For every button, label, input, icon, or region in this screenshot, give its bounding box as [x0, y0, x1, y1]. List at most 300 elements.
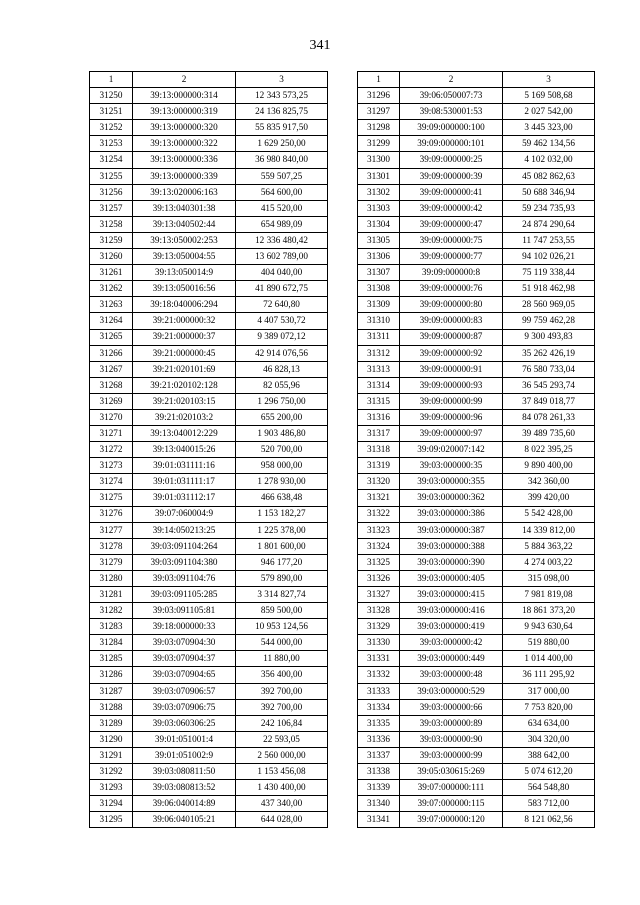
cadastral-number-cell: 39:03:000000:449 — [400, 651, 503, 667]
cadastral-number-cell: 39:09:000000:80 — [400, 297, 503, 313]
value-cell: 36 980 840,00 — [236, 152, 328, 168]
cadastral-number-cell: 39:03:070906:57 — [133, 683, 236, 699]
table-row — [90, 329, 328, 345]
table-row — [90, 747, 328, 763]
value-cell: 9 890 400,00 — [503, 458, 595, 474]
value-cell: 11 747 253,55 — [503, 232, 595, 248]
table-row — [90, 570, 328, 586]
table-row — [358, 120, 595, 136]
row-number-cell: 31263 — [90, 297, 133, 313]
header-row — [90, 72, 328, 88]
value-cell: 11 880,00 — [236, 651, 328, 667]
cadastral-number-cell: 39:01:031112:17 — [133, 490, 236, 506]
table-row — [90, 345, 328, 361]
row-number-cell: 31336 — [358, 731, 400, 747]
value-cell: 10 953 124,56 — [236, 619, 328, 635]
table-row — [90, 458, 328, 474]
left-table — [89, 71, 328, 828]
cadastral-number-cell: 39:03:060306:25 — [133, 715, 236, 731]
cadastral-number-cell: 39:21:000000:32 — [133, 313, 236, 329]
table-row — [358, 715, 595, 731]
table-row — [90, 168, 328, 184]
row-number-cell: 31319 — [358, 458, 400, 474]
row-number-cell: 31325 — [358, 554, 400, 570]
value-cell: 2 560 000,00 — [236, 747, 328, 763]
cadastral-number-cell: 39:03:000000:387 — [400, 522, 503, 538]
table-row — [90, 184, 328, 200]
row-number-cell: 31282 — [90, 603, 133, 619]
value-cell: 946 177,20 — [236, 554, 328, 570]
row-number-cell: 31329 — [358, 619, 400, 635]
table-row — [90, 683, 328, 699]
row-number-cell: 31333 — [358, 683, 400, 699]
value-cell: 2 027 542,00 — [503, 104, 595, 120]
table-row — [90, 216, 328, 232]
cadastral-number-cell: 39:03:000000:99 — [400, 747, 503, 763]
row-number-cell: 31330 — [358, 635, 400, 651]
cadastral-number-cell: 39:21:020101:69 — [133, 361, 236, 377]
cadastral-number-cell: 39:03:000000:529 — [400, 683, 503, 699]
table-row — [90, 587, 328, 603]
row-number-cell: 31279 — [90, 554, 133, 570]
value-cell: 654 989,09 — [236, 216, 328, 232]
table-row — [358, 168, 595, 184]
table-row — [90, 812, 328, 828]
value-cell: 99 759 462,28 — [503, 313, 595, 329]
cadastral-number-cell: 39:21:020103:2 — [133, 409, 236, 425]
cadastral-number-cell: 39:01:051002:9 — [133, 747, 236, 763]
table-row — [358, 764, 595, 780]
table-row — [90, 731, 328, 747]
value-cell: 399 420,00 — [503, 490, 595, 506]
value-cell: 559 507,25 — [236, 168, 328, 184]
table-row — [90, 88, 328, 104]
cadastral-number-cell: 39:13:040012:229 — [133, 426, 236, 442]
value-cell: 7 981 819,08 — [503, 587, 595, 603]
table-row — [90, 281, 328, 297]
value-cell: 1 153 456,08 — [236, 764, 328, 780]
cadastral-number-cell: 39:09:000000:83 — [400, 313, 503, 329]
value-cell: 317 000,00 — [503, 683, 595, 699]
value-cell: 36 545 293,74 — [503, 377, 595, 393]
row-number-cell: 31316 — [358, 409, 400, 425]
row-number-cell: 31299 — [358, 136, 400, 152]
value-cell: 583 712,00 — [503, 796, 595, 812]
table-row — [90, 393, 328, 409]
table-row — [90, 780, 328, 796]
cadastral-number-cell: 39:13:050002:253 — [133, 232, 236, 248]
table-row — [90, 474, 328, 490]
table-row — [358, 249, 595, 265]
row-number-cell: 31295 — [90, 812, 133, 828]
row-number-cell: 31322 — [358, 506, 400, 522]
table-row — [358, 587, 595, 603]
row-number-cell: 31285 — [90, 651, 133, 667]
cadastral-number-cell: 39:03:000000:416 — [400, 603, 503, 619]
value-cell: 94 102 026,21 — [503, 249, 595, 265]
cadastral-number-cell: 39:13:000000:320 — [133, 120, 236, 136]
row-number-cell: 31334 — [358, 699, 400, 715]
table-row — [90, 313, 328, 329]
value-cell: 519 880,00 — [503, 635, 595, 651]
cadastral-number-cell: 39:21:000000:37 — [133, 329, 236, 345]
row-number-cell: 31288 — [90, 699, 133, 715]
table-row — [358, 683, 595, 699]
row-number-cell: 31257 — [90, 200, 133, 216]
table-row — [358, 361, 595, 377]
row-number-cell: 31274 — [90, 474, 133, 490]
cadastral-number-cell: 39:09:000000:8 — [400, 265, 503, 281]
cadastral-number-cell: 39:03:080811:50 — [133, 764, 236, 780]
value-cell: 8 121 062,56 — [503, 812, 595, 828]
table-row — [90, 265, 328, 281]
value-cell: 50 688 346,94 — [503, 184, 595, 200]
row-number-cell: 31335 — [358, 715, 400, 731]
row-number-cell: 31276 — [90, 506, 133, 522]
value-cell: 72 640,80 — [236, 297, 328, 313]
cadastral-number-cell: 39:03:000000:42 — [400, 635, 503, 651]
cadastral-number-cell: 39:09:000000:99 — [400, 393, 503, 409]
row-number-cell: 31320 — [358, 474, 400, 490]
cadastral-number-cell: 39:13:050004:55 — [133, 249, 236, 265]
value-cell: 55 835 917,50 — [236, 120, 328, 136]
value-cell: 437 340,00 — [236, 796, 328, 812]
cadastral-number-cell: 39:13:000000:322 — [133, 136, 236, 152]
row-number-cell: 31286 — [90, 667, 133, 683]
value-cell: 304 320,00 — [503, 731, 595, 747]
cadastral-number-cell: 39:21:020102:128 — [133, 377, 236, 393]
row-number-cell: 31303 — [358, 200, 400, 216]
cadastral-number-cell: 39:03:070904:65 — [133, 667, 236, 683]
table-row — [358, 152, 595, 168]
table-row — [90, 200, 328, 216]
row-number-cell: 31307 — [358, 265, 400, 281]
cadastral-number-cell: 39:07:000000:115 — [400, 796, 503, 812]
value-cell: 3 314 827,74 — [236, 587, 328, 603]
value-cell: 7 753 820,00 — [503, 699, 595, 715]
value-cell: 958 000,00 — [236, 458, 328, 474]
cadastral-number-cell: 39:06:040105:21 — [133, 812, 236, 828]
table-row — [358, 442, 595, 458]
cadastral-number-cell: 39:13:020006:163 — [133, 184, 236, 200]
table-row — [358, 699, 595, 715]
cadastral-number-cell: 39:07:000000:111 — [400, 780, 503, 796]
value-cell: 1 629 250,00 — [236, 136, 328, 152]
row-number-cell: 31298 — [358, 120, 400, 136]
value-cell: 1 225 378,00 — [236, 522, 328, 538]
value-cell: 392 700,00 — [236, 683, 328, 699]
value-cell: 5 884 363,22 — [503, 538, 595, 554]
cadastral-number-cell: 39:09:000000:75 — [400, 232, 503, 248]
row-number-cell: 31292 — [90, 764, 133, 780]
value-cell: 8 022 395,25 — [503, 442, 595, 458]
value-cell: 859 500,00 — [236, 603, 328, 619]
row-number-cell: 31296 — [358, 88, 400, 104]
table-row — [90, 490, 328, 506]
value-cell: 520 700,00 — [236, 442, 328, 458]
value-cell: 28 560 969,05 — [503, 297, 595, 313]
row-number-cell: 31267 — [90, 361, 133, 377]
table-row — [90, 297, 328, 313]
cadastral-number-cell: 39:03:080813:52 — [133, 780, 236, 796]
value-cell: 5 074 612,20 — [503, 764, 595, 780]
row-number-cell: 31306 — [358, 249, 400, 265]
table-row — [358, 313, 595, 329]
cadastral-number-cell: 39:06:050007:73 — [400, 88, 503, 104]
cadastral-number-cell: 39:03:000000:66 — [400, 699, 503, 715]
cadastral-number-cell: 39:03:000000:35 — [400, 458, 503, 474]
row-number-cell: 31255 — [90, 168, 133, 184]
table-row — [358, 409, 595, 425]
cadastral-number-cell: 39:06:040014:89 — [133, 796, 236, 812]
table-row — [358, 490, 595, 506]
table-row — [358, 635, 595, 651]
value-cell: 42 914 076,56 — [236, 345, 328, 361]
table-row — [358, 474, 595, 490]
right-table — [357, 71, 595, 828]
cadastral-number-cell: 39:03:000000:415 — [400, 587, 503, 603]
value-cell: 46 828,13 — [236, 361, 328, 377]
table-row — [358, 200, 595, 216]
row-number-cell: 31315 — [358, 393, 400, 409]
row-number-cell: 31260 — [90, 249, 133, 265]
cadastral-number-cell: 39:07:000000:120 — [400, 812, 503, 828]
row-number-cell: 31271 — [90, 426, 133, 442]
value-cell: 315 098,00 — [503, 570, 595, 586]
cadastral-number-cell: 39:09:000000:96 — [400, 409, 503, 425]
row-number-cell: 31251 — [90, 104, 133, 120]
cadastral-number-cell: 39:03:000000:90 — [400, 731, 503, 747]
value-cell: 24 874 290,64 — [503, 216, 595, 232]
table-row — [358, 426, 595, 442]
row-number-cell: 31273 — [90, 458, 133, 474]
row-number-cell: 31318 — [358, 442, 400, 458]
column-header: 3 — [503, 72, 595, 88]
table-row — [90, 651, 328, 667]
value-cell: 1 278 930,00 — [236, 474, 328, 490]
table-row — [358, 88, 595, 104]
row-number-cell: 31253 — [90, 136, 133, 152]
cadastral-number-cell: 39:13:040301:38 — [133, 200, 236, 216]
cadastral-number-cell: 39:03:000000:362 — [400, 490, 503, 506]
table-row — [90, 426, 328, 442]
row-number-cell: 31265 — [90, 329, 133, 345]
row-number-cell: 31332 — [358, 667, 400, 683]
value-cell: 9 300 493,83 — [503, 329, 595, 345]
row-number-cell: 31278 — [90, 538, 133, 554]
cadastral-number-cell: 39:03:000000:48 — [400, 667, 503, 683]
cadastral-number-cell: 39:09:000000:101 — [400, 136, 503, 152]
value-cell: 1 801 600,00 — [236, 538, 328, 554]
cadastral-number-cell: 39:09:000000:87 — [400, 329, 503, 345]
table-row — [358, 570, 595, 586]
row-number-cell: 31340 — [358, 796, 400, 812]
page-number: 341 — [309, 38, 331, 53]
table-row — [90, 538, 328, 554]
table-row — [358, 297, 595, 313]
table-row — [358, 619, 595, 635]
cadastral-number-cell: 39:03:091104:264 — [133, 538, 236, 554]
value-cell: 5 169 508,68 — [503, 88, 595, 104]
table-row — [358, 554, 595, 570]
table-row — [358, 104, 595, 120]
value-cell: 1 903 486,80 — [236, 426, 328, 442]
row-number-cell: 31281 — [90, 587, 133, 603]
cadastral-number-cell: 39:01:031111:16 — [133, 458, 236, 474]
cadastral-number-cell: 39:03:000000:405 — [400, 570, 503, 586]
table-row — [90, 361, 328, 377]
table-row — [358, 377, 595, 393]
cadastral-number-cell: 39:13:000000:314 — [133, 88, 236, 104]
row-number-cell: 31264 — [90, 313, 133, 329]
row-number-cell: 31294 — [90, 796, 133, 812]
value-cell: 466 638,48 — [236, 490, 328, 506]
row-number-cell: 31338 — [358, 764, 400, 780]
row-number-cell: 31326 — [358, 570, 400, 586]
row-number-cell: 31290 — [90, 731, 133, 747]
table-row — [90, 152, 328, 168]
table-row — [358, 329, 595, 345]
row-number-cell: 31309 — [358, 297, 400, 313]
value-cell: 75 119 338,44 — [503, 265, 595, 281]
row-number-cell: 31302 — [358, 184, 400, 200]
value-cell: 36 111 295,92 — [503, 667, 595, 683]
row-number-cell: 31269 — [90, 393, 133, 409]
table-row — [358, 345, 595, 361]
table-row — [358, 731, 595, 747]
table-row — [90, 104, 328, 120]
row-number-cell: 31339 — [358, 780, 400, 796]
value-cell: 51 918 462,98 — [503, 281, 595, 297]
table-row — [358, 603, 595, 619]
table-row — [90, 120, 328, 136]
table-row — [358, 651, 595, 667]
value-cell: 3 445 323,00 — [503, 120, 595, 136]
cadastral-number-cell: 39:09:000000:77 — [400, 249, 503, 265]
row-number-cell: 31314 — [358, 377, 400, 393]
row-number-cell: 31300 — [358, 152, 400, 168]
row-number-cell: 31323 — [358, 522, 400, 538]
value-cell: 59 234 735,93 — [503, 200, 595, 216]
row-number-cell: 31311 — [358, 329, 400, 345]
row-number-cell: 31337 — [358, 747, 400, 763]
row-number-cell: 31321 — [358, 490, 400, 506]
row-number-cell: 31313 — [358, 361, 400, 377]
cadastral-number-cell: 39:09:000000:42 — [400, 200, 503, 216]
row-number-cell: 31272 — [90, 442, 133, 458]
cadastral-number-cell: 39:09:000000:25 — [400, 152, 503, 168]
cadastral-number-cell: 39:13:000000:319 — [133, 104, 236, 120]
row-number-cell: 31289 — [90, 715, 133, 731]
row-number-cell: 31317 — [358, 426, 400, 442]
row-number-cell: 31283 — [90, 619, 133, 635]
cadastral-number-cell: 39:03:070904:30 — [133, 635, 236, 651]
table-row — [90, 603, 328, 619]
value-cell: 404 040,00 — [236, 265, 328, 281]
value-cell: 9 943 630,64 — [503, 619, 595, 635]
row-number-cell: 31280 — [90, 570, 133, 586]
table-row — [358, 393, 595, 409]
cadastral-number-cell: 39:13:040015:26 — [133, 442, 236, 458]
cadastral-number-cell: 39:09:020007:142 — [400, 442, 503, 458]
cadastral-number-cell: 39:09:000000:39 — [400, 168, 503, 184]
value-cell: 24 136 825,75 — [236, 104, 328, 120]
value-cell: 242 106,84 — [236, 715, 328, 731]
table-row — [358, 747, 595, 763]
cadastral-number-cell: 39:09:000000:97 — [400, 426, 503, 442]
row-number-cell: 31252 — [90, 120, 133, 136]
cadastral-number-cell: 39:03:000000:388 — [400, 538, 503, 554]
row-number-cell: 31301 — [358, 168, 400, 184]
value-cell: 544 000,00 — [236, 635, 328, 651]
cadastral-number-cell: 39:13:000000:339 — [133, 168, 236, 184]
row-number-cell: 31308 — [358, 281, 400, 297]
cadastral-number-cell: 39:18:040006:294 — [133, 297, 236, 313]
row-number-cell: 31259 — [90, 232, 133, 248]
row-number-cell: 31310 — [358, 313, 400, 329]
value-cell: 39 489 735,60 — [503, 426, 595, 442]
row-number-cell: 31331 — [358, 651, 400, 667]
table-row — [358, 232, 595, 248]
table-row — [90, 506, 328, 522]
table-row — [358, 667, 595, 683]
value-cell: 1 430 400,00 — [236, 780, 328, 796]
value-cell: 12 336 480,42 — [236, 232, 328, 248]
cadastral-number-cell: 39:13:050016:56 — [133, 281, 236, 297]
cadastral-number-cell: 39:13:050014:9 — [133, 265, 236, 281]
value-cell: 13 602 789,00 — [236, 249, 328, 265]
value-cell: 9 389 072,12 — [236, 329, 328, 345]
value-cell: 655 200,00 — [236, 409, 328, 425]
column-header: 1 — [358, 72, 400, 88]
value-cell: 564 600,00 — [236, 184, 328, 200]
value-cell: 12 343 573,25 — [236, 88, 328, 104]
table-row — [90, 667, 328, 683]
header-row — [358, 72, 595, 88]
value-cell: 644 028,00 — [236, 812, 328, 828]
row-number-cell: 31305 — [358, 232, 400, 248]
cadastral-number-cell: 39:03:000000:89 — [400, 715, 503, 731]
cadastral-number-cell: 39:03:070906:75 — [133, 699, 236, 715]
row-number-cell: 31270 — [90, 409, 133, 425]
row-number-cell: 31275 — [90, 490, 133, 506]
value-cell: 4 102 032,00 — [503, 152, 595, 168]
value-cell: 22 593,05 — [236, 731, 328, 747]
cadastral-number-cell: 39:01:051001:4 — [133, 731, 236, 747]
cadastral-number-cell: 39:18:000000:33 — [133, 619, 236, 635]
row-number-cell: 31287 — [90, 683, 133, 699]
column-header: 3 — [236, 72, 328, 88]
cadastral-number-cell: 39:01:031111:17 — [133, 474, 236, 490]
value-cell: 82 055,96 — [236, 377, 328, 393]
table-row — [358, 216, 595, 232]
row-number-cell: 31327 — [358, 587, 400, 603]
cadastral-number-cell: 39:05:030615:269 — [400, 764, 503, 780]
table-row — [90, 796, 328, 812]
value-cell: 634 634,00 — [503, 715, 595, 731]
row-number-cell: 31258 — [90, 216, 133, 232]
table-row — [90, 715, 328, 731]
row-number-cell: 31341 — [358, 812, 400, 828]
table-row — [358, 506, 595, 522]
row-number-cell: 31262 — [90, 281, 133, 297]
row-number-cell: 31324 — [358, 538, 400, 554]
table-row — [90, 409, 328, 425]
value-cell: 4 407 530,72 — [236, 313, 328, 329]
table-row — [358, 281, 595, 297]
table-row — [358, 458, 595, 474]
cadastral-number-cell: 39:21:000000:45 — [133, 345, 236, 361]
